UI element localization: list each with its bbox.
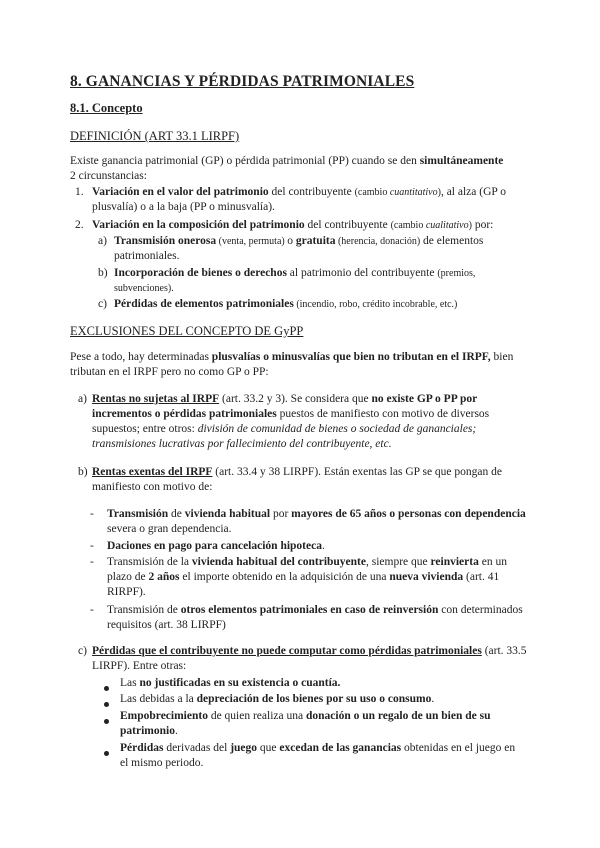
bullet-item: Pérdidas derivadas del juego que excedan de las ganancias obtenidas en el juego en el mismo periodo. — [104, 741, 530, 771]
exclusion-c: c) Pérdidas que el contribuyente no puede computar como pérdidas patrimoniales (art. 33.5 LIRPF). Entre otras: — [78, 645, 527, 672]
list-item: - Transmisión de la vivienda habitual del contribuyente, siempre que reinvierta en un plazo de 2 años el importe obtenido en la adquisición de una nueva vivienda (art. 41 RIRPF). — [90, 556, 507, 598]
exclusion-a: a) Rentas no sujetas al IRPF (art. 33.2 y 3). Se considera que no existe GP o PP por incrementos o pérdidas patrimoniales puestos de manifiesto con motivo de diversos supuestos; entre otros: división de comunidad de bienes o sociedad de gananciales; transmisiones lucrativas por fallecimiento del contribuyente, etc. — [78, 393, 490, 450]
list-item: 1. Variación en el valor del patrimonio del contribuyente (cambio cuantitativo), al alza (GP o plusvalía) o a la baja (PP o minusvalía). — [75, 186, 506, 213]
exclusiones-heading: EXCLUSIONES DEL CONCEPTO DE GyPP — [70, 324, 304, 338]
sub-list-item: c) Pérdidas de elementos patrimoniales (incendio, robo, crédito incobrable, etc.) — [98, 298, 458, 310]
exclusiones-intro: Pese a todo, hay determinadas plusvalías o minusvalías que bien no tributan en el IRPF, bien tributan en el IRPF pero no como GP o PP: — [70, 351, 514, 378]
list-item: 2. Variación en la composición del patrimonio del contribuyente (cambio cualitativo) por: — [75, 219, 494, 231]
sub-list-item: a) Transmisión onerosa (venta, permuta) o gratuita (herencia, donación) de elementos patrimoniales. — [98, 235, 484, 262]
exclusion-b: b) Rentas exentas del IRPF (art. 33.4 y 38 LIRPF). Están exentas las GP se que pongan de manifiesto con motivo de: — [78, 466, 502, 493]
list-item: - Transmisión de otros elementos patrimoniales en caso de reinversión con determinados requisitos (art. 38 LIRPF) — [90, 604, 523, 631]
bullet-icon — [104, 751, 109, 756]
page-title: 8. GANANCIAS Y PÉRDIDAS PATRIMONIALES — [70, 73, 415, 90]
sub-list-item: b) Incorporación de bienes o derechos al patrimonio del contribuyente (premios, subvenciones). — [98, 267, 476, 294]
bullet-icon — [104, 686, 109, 691]
bullet-item: Las no justificadas en su existencia o cuantía. — [104, 676, 530, 691]
bullet-item: Las debidas a la depreciación de los bienes por su uso o consumo. — [104, 692, 530, 707]
bullet-icon — [104, 702, 109, 707]
definicion-heading: DEFINICIÓN (ART 33.1 LIRPF) — [70, 129, 240, 143]
bullet-icon — [104, 719, 109, 724]
list-item: - Transmisión de vivienda habitual por mayores de 65 años o personas con dependencia severa o gran dependencia. — [90, 508, 526, 535]
section-subtitle: 8.1. Concepto — [70, 101, 143, 115]
definicion-intro: Existe ganancia patrimonial (GP) o pérdida patrimonial (PP) cuando se den simultáneamente 2 circunstancias: — [70, 155, 504, 182]
bullet-item: Empobrecimiento de quien realiza una donación o un regalo de un bien de su patrimonio. — [104, 709, 530, 739]
list-item: - Daciones en pago para cancelación hipoteca. — [90, 540, 325, 552]
